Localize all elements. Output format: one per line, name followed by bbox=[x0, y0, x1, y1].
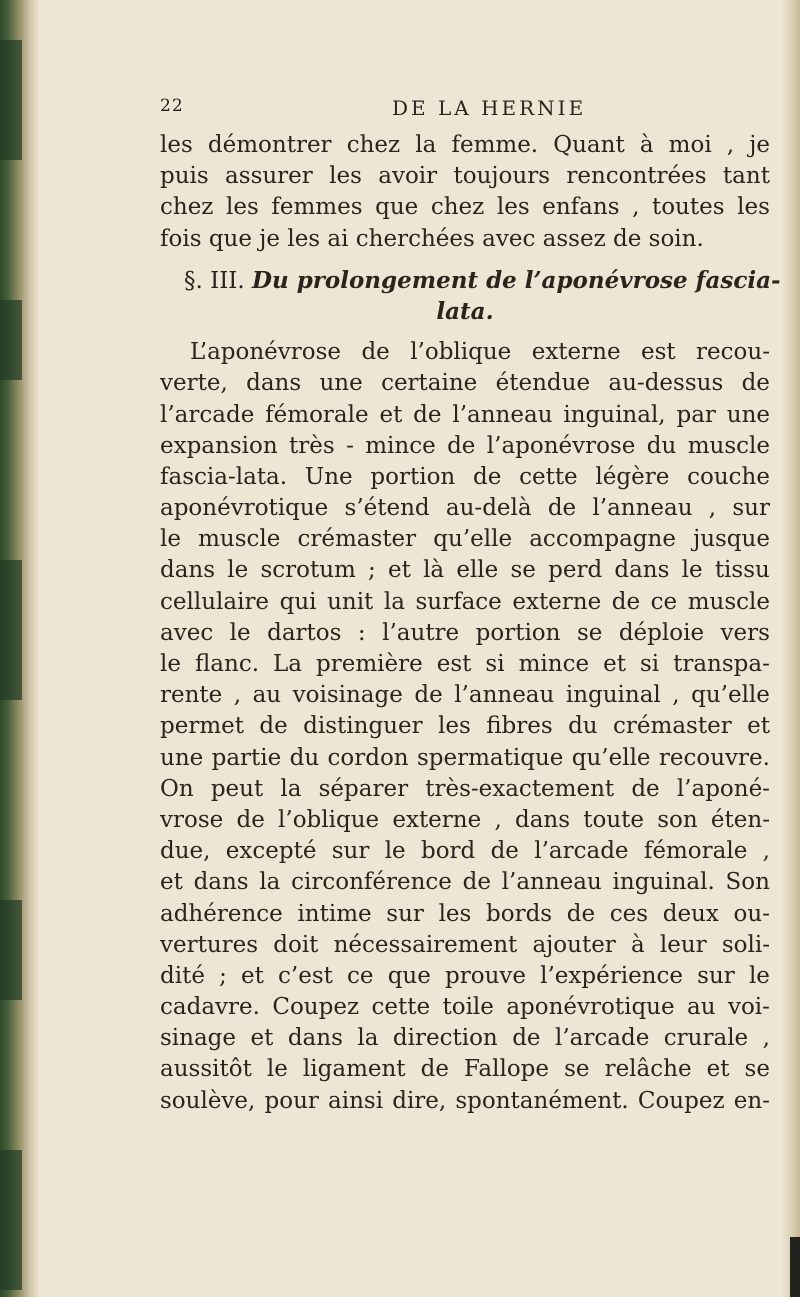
page-number: 22 bbox=[160, 96, 184, 116]
text-line: dité ; et c’est ce que prouve l’expérience sur le bbox=[160, 962, 770, 989]
text-line: permet de distinguer les fibres du crémaster et bbox=[160, 713, 770, 740]
text-line: aussitôt le ligament de Fallope se relâche et se bbox=[160, 1056, 770, 1083]
text-line: le flanc. La première est si mince et si transpa- bbox=[160, 651, 770, 677]
binding-stain bbox=[0, 1150, 22, 1290]
paragraph-1 bbox=[160, 130, 770, 255]
section-heading bbox=[160, 265, 781, 327]
section-number: §. III. bbox=[184, 267, 245, 294]
text-line: dans le scrotum ; et là elle se perd dans le tissu bbox=[160, 557, 770, 584]
text-line: puis assurer les avoir toujours rencontrées tant bbox=[160, 163, 770, 190]
text-line: aponévrotique s’étend au-delà de l’anneau , sur bbox=[160, 495, 770, 522]
text-line: cadavre. Coupez cette toile aponévrotique au voi- bbox=[160, 994, 770, 1021]
text-line: chez les femmes que chez les enfans , toutes les bbox=[160, 194, 770, 221]
binding-stain bbox=[0, 300, 22, 380]
page-edge bbox=[782, 0, 800, 1297]
body-text bbox=[160, 130, 781, 1117]
text-line: expansion très - mince de l’aponévrose du muscle bbox=[160, 432, 770, 459]
binding-stain bbox=[0, 900, 22, 1000]
paragraph-2 bbox=[160, 337, 770, 1117]
text-line: verte, dans une certaine étendue au-dessus de bbox=[160, 370, 770, 397]
text-line: et dans la circonférence de l’anneau inguinal. Son bbox=[160, 869, 770, 896]
page-header bbox=[160, 96, 760, 126]
page-edge-mark bbox=[790, 1237, 800, 1297]
text-line: adhérence intime sur les bords de ces deux ou- bbox=[160, 900, 770, 927]
text-line: les démontrer chez la femme. Quant à moi , je bbox=[160, 132, 770, 158]
text-line: vrose de l’oblique externe , dans toute son éten- bbox=[160, 806, 770, 833]
text-line: rente , au voisinage de l’anneau inguinal , qu’elle bbox=[160, 682, 770, 709]
text-line: avec le dartos : l’autre portion se déploie vers bbox=[160, 619, 770, 646]
text-line: fascia-lata. Une portion de cette légère couche bbox=[160, 463, 770, 490]
binding-stain bbox=[0, 40, 22, 160]
text-line: soulève, pour ainsi dire, spontanément. Coupez en- bbox=[160, 1087, 770, 1114]
text-line: fois que je les ai cherchées avec assez de soin. bbox=[160, 225, 704, 252]
section-title-continued: lata. bbox=[436, 297, 494, 325]
binding-edge bbox=[0, 0, 40, 1297]
section-title: Du prolongement de l’aponévrose fascia- bbox=[252, 266, 781, 294]
binding-stain bbox=[0, 560, 22, 700]
text-line: sinage et dans la direction de l’arcade crurale , bbox=[160, 1025, 770, 1052]
text-line: vertures doit nécessairement ajouter à leur soli- bbox=[160, 931, 770, 958]
text-line: le muscle crémaster qu’elle accompagne jusque bbox=[160, 526, 770, 553]
running-head: DE LA HERNIE bbox=[392, 96, 587, 120]
text-line: cellulaire qui unit la surface externe de ce muscle bbox=[160, 588, 770, 615]
text-line: On peut la séparer très-exactement de l’aponé- bbox=[160, 775, 770, 802]
text-line: l’arcade fémorale et de l’anneau inguinal, par une bbox=[160, 401, 770, 428]
text-line: une partie du cordon spermatique qu’elle recouvre. bbox=[160, 744, 770, 771]
text-line: L’aponévrose de l’oblique externe est recou- bbox=[190, 339, 770, 366]
text-line: due, excepté sur le bord de l’arcade fémorale , bbox=[160, 838, 770, 865]
